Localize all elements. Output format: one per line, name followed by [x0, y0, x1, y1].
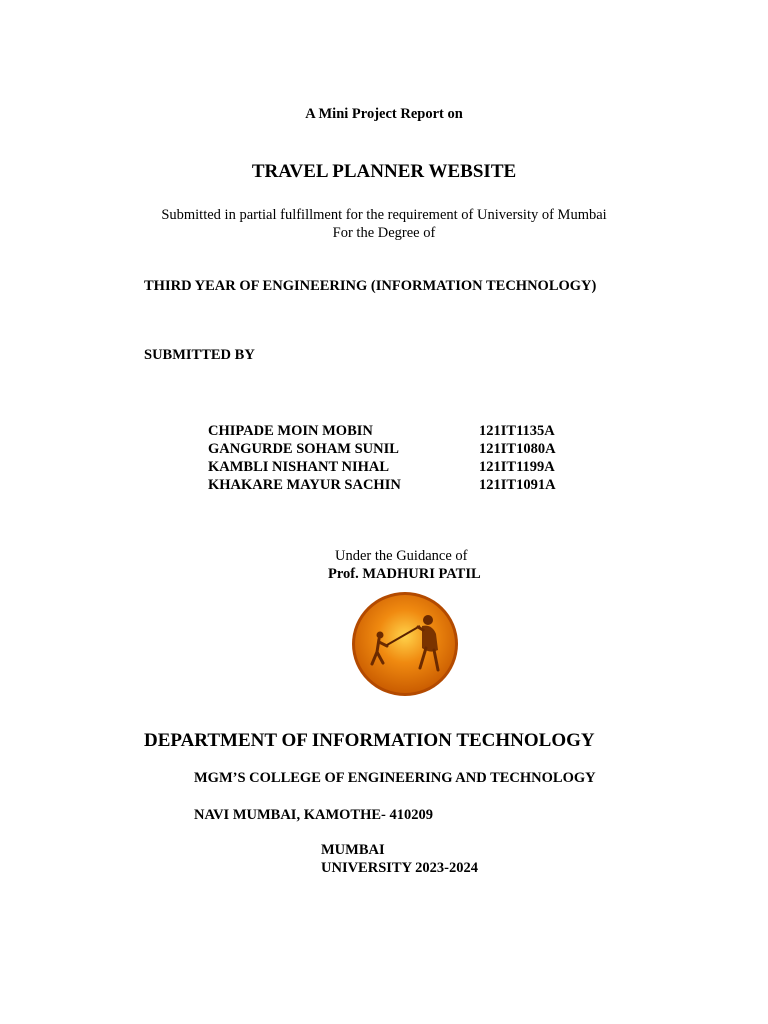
member-roll-number: 121IT1091A: [479, 477, 556, 493]
college-address: NAVI MUMBAI, KAMOTHE- 410209: [194, 807, 433, 823]
member-roll-number: 121IT1199A: [479, 459, 555, 475]
member-list: [208, 423, 568, 495]
guidance-label: Under the Guidance of: [335, 548, 468, 564]
department-name: DEPARTMENT OF INFORMATION TECHNOLOGY: [144, 730, 595, 751]
guide-name: Prof. MADHURI PATIL: [328, 566, 481, 582]
member-row: [208, 441, 568, 459]
member-name: KAMBLI NISHANT NIHAL: [208, 459, 390, 475]
member-name: CHIPADE MOIN MOBIN: [208, 423, 373, 439]
university-name: MUMBAI: [321, 842, 385, 858]
member-roll-number: 121IT1135A: [479, 423, 555, 439]
member-name: GANGURDE SOHAM SUNIL: [208, 441, 399, 457]
project-title: TRAVEL PLANNER WEBSITE: [251, 161, 517, 182]
degree-name: THIRD YEAR OF ENGINEERING (INFORMATION TECHNOLOGY): [144, 278, 597, 294]
submitted-by-label: SUBMITTED BY: [144, 347, 255, 363]
member-name: KHAKARE MAYUR SACHIN: [208, 477, 401, 493]
member-row: [208, 459, 568, 477]
college-emblem-icon: [350, 590, 460, 698]
submission-statement: Submitted in partial fulfillment for the requirement of University of Mumbai: [161, 207, 607, 223]
member-row: [208, 423, 568, 441]
member-row: [208, 477, 568, 495]
report-type: A Mini Project Report on: [305, 106, 463, 122]
member-roll-number: 121IT1080A: [479, 441, 556, 457]
academic-year: UNIVERSITY 2023-2024: [321, 860, 478, 876]
degree-intro: For the Degree of: [332, 225, 436, 241]
college-name: MGM’S COLLEGE OF ENGINEERING AND TECHNOLOGY: [194, 770, 596, 786]
